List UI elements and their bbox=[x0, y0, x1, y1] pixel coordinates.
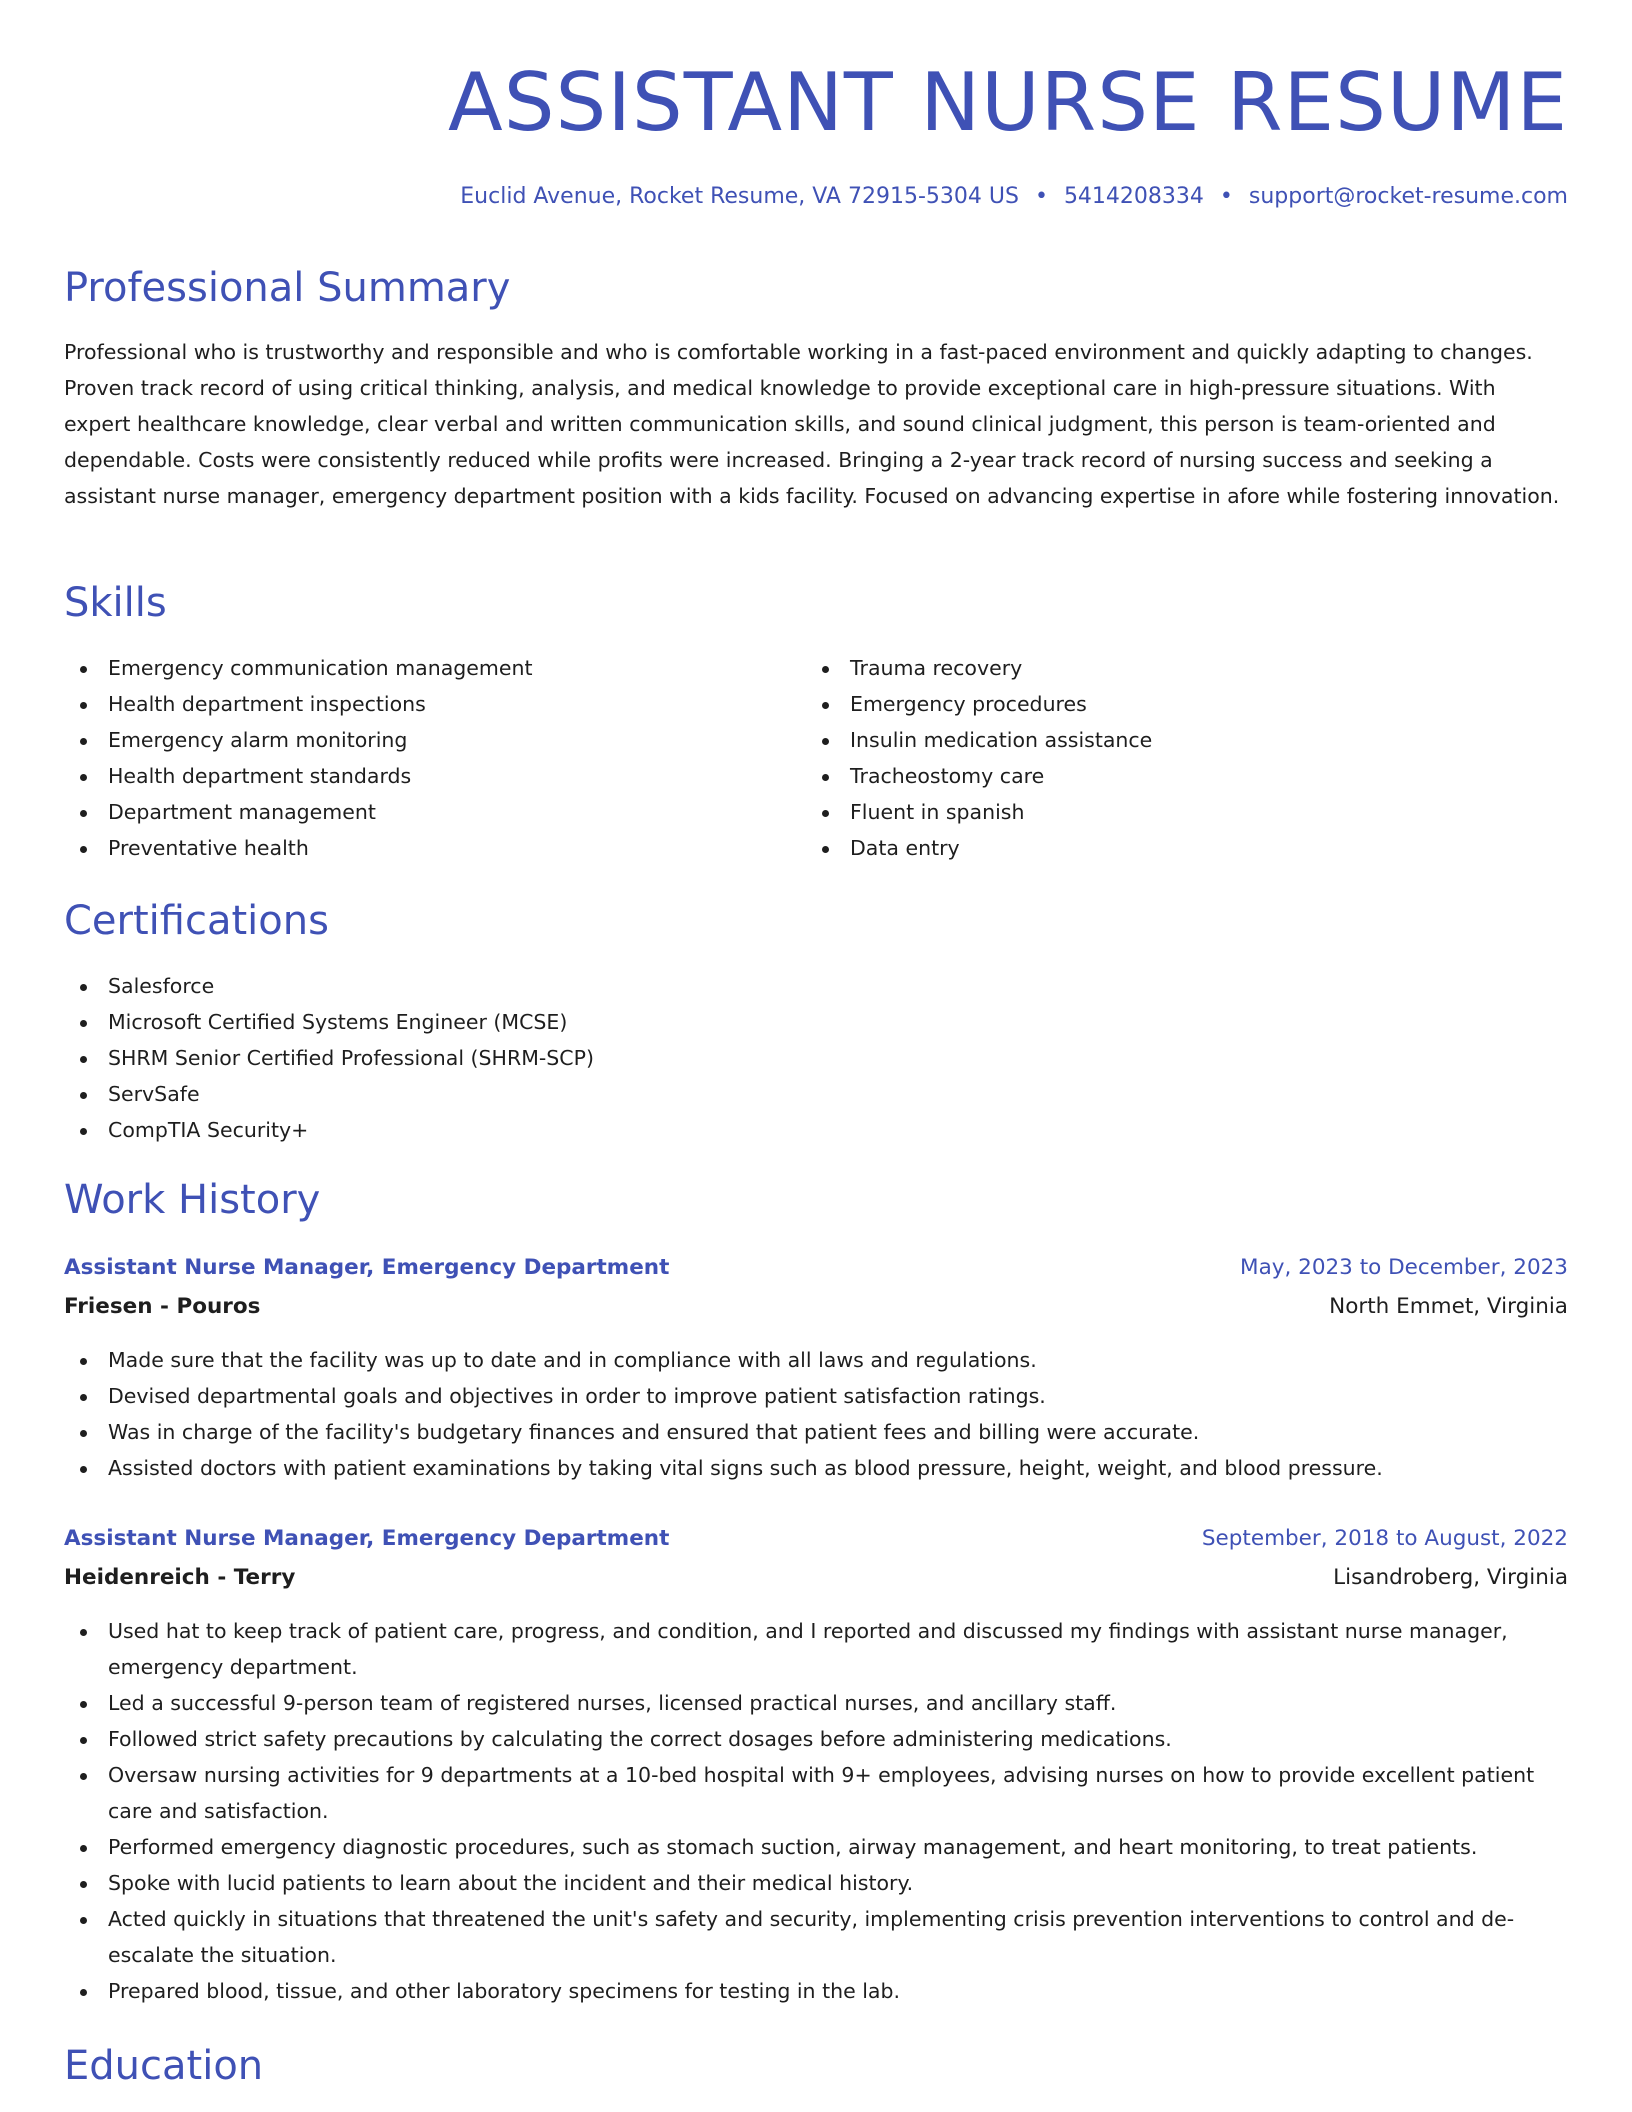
job-location: Lisandroberg, Virginia bbox=[1333, 1565, 1568, 1590]
certification-item: ServSafe bbox=[64, 1076, 1568, 1112]
job-bullet: Made sure that the facility was up to date and in compliance with all laws and regulations. bbox=[64, 1342, 1568, 1378]
job-title: Assistant Nurse Manager, Emergency Department bbox=[64, 1526, 670, 1551]
summary-heading: Professional Summary bbox=[64, 265, 511, 311]
contact-separator: • bbox=[1034, 184, 1048, 209]
contact-email[interactable]: support@rocket-resume.com bbox=[1248, 184, 1568, 209]
skill-item: Department management bbox=[64, 794, 804, 830]
job-bullet: Devised departmental goals and objectives in order to improve patient satisfaction ratings. bbox=[64, 1378, 1568, 1414]
resume-title: ASSISTANT NURSE RESUME bbox=[448, 56, 1568, 149]
skills-list-right bbox=[806, 650, 1546, 866]
certification-item: SHRM Senior Certified Professional (SHRM-SCP) bbox=[64, 1040, 1568, 1076]
certifications-heading: Certifications bbox=[64, 898, 329, 944]
skill-item: Trauma recovery bbox=[806, 650, 1546, 686]
work-history-heading: Work History bbox=[64, 1177, 321, 1223]
skill-item: Emergency procedures bbox=[806, 686, 1546, 722]
contact-line bbox=[460, 180, 1568, 214]
certification-item: Salesforce bbox=[64, 968, 1568, 1004]
job-bullet: Used hat to keep track of patient care, progress, and condition, and I reported and discussed my findings with assistant nurse manager, emergency department. bbox=[64, 1613, 1568, 1685]
skill-item: Preventative health bbox=[64, 830, 804, 866]
job-dates: May, 2023 to December, 2023 bbox=[1240, 1255, 1568, 1280]
contact-phone: 5414208334 bbox=[1063, 184, 1204, 209]
job-title: Assistant Nurse Manager, Emergency Department bbox=[64, 1255, 670, 1280]
summary-text: Professional who is trustworthy and responsible and who is comfortable working in a fast-paced environment and quickly adapting to changes. Proven track record of using critical thinking, analysis, and medical knowledge to provide exceptional care in high-pressure situations. With expert healthcare knowledge, clear verbal and written communication skills, and sound clinical judgment, this person is team-oriented and dependable. Costs were consistently reduced while profits were increased. Bringing a 2-year track record of nursing success and seeking a assistant nurse manager, emergency department position with a kids facility. Focused on advancing expertise in afore while fostering innovation. bbox=[64, 340, 1560, 508]
skill-item: Health department inspections bbox=[64, 686, 804, 722]
job-bullet: Prepared blood, tissue, and other laboratory specimens for testing in the lab. bbox=[64, 1973, 1568, 2009]
skill-item: Data entry bbox=[806, 830, 1546, 866]
contact-separator: • bbox=[1219, 184, 1233, 209]
certifications-list bbox=[64, 968, 1568, 1148]
job-bullet: Acted quickly in situations that threatened the unit's safety and security, implementing crisis prevention interventions to control and de-escalate the situation. bbox=[64, 1901, 1568, 1973]
job-dates: September, 2018 to August, 2022 bbox=[1201, 1526, 1568, 1551]
job-bullet: Spoke with lucid patients to learn about the incident and their medical history. bbox=[64, 1865, 1568, 1901]
contact-address: Euclid Avenue, Rocket Resume, VA 72915-5304 US bbox=[460, 184, 1019, 209]
skills-heading: Skills bbox=[64, 580, 167, 626]
skill-item: Fluent in spanish bbox=[806, 794, 1546, 830]
certification-item: Microsoft Certified Systems Engineer (MCSE) bbox=[64, 1004, 1568, 1040]
job-company: Friesen - Pouros bbox=[64, 1294, 261, 1319]
job-company: Heidenreich - Terry bbox=[64, 1565, 296, 1590]
skill-item: Health department standards bbox=[64, 758, 804, 794]
job-location: North Emmet, Virginia bbox=[1329, 1294, 1568, 1319]
job-bullet: Led a successful 9-person team of registered nurses, licensed practical nurses, and ancillary staff. bbox=[64, 1685, 1568, 1721]
skills-list-left bbox=[64, 650, 804, 866]
job-bullet: Performed emergency diagnostic procedures, such as stomach suction, airway management, and heart monitoring, to treat patients. bbox=[64, 1829, 1568, 1865]
job-bullet: Was in charge of the facility's budgetary finances and ensured that patient fees and billing were accurate. bbox=[64, 1414, 1568, 1450]
job-bullets bbox=[64, 1613, 1568, 2009]
skill-item: Tracheostomy care bbox=[806, 758, 1546, 794]
job-bullet: Oversaw nursing activities for 9 departments at a 10-bed hospital with 9+ employees, advising nurses on how to provide excellent patient care and satisfaction. bbox=[64, 1757, 1568, 1829]
certification-item: CompTIA Security+ bbox=[64, 1112, 1568, 1148]
education-heading: Education bbox=[64, 2043, 264, 2089]
skill-item: Emergency alarm monitoring bbox=[64, 722, 804, 758]
job-bullet: Followed strict safety precautions by calculating the correct dosages before administering medications. bbox=[64, 1721, 1568, 1757]
skill-item: Insulin medication assistance bbox=[806, 722, 1546, 758]
job-bullets bbox=[64, 1342, 1568, 1486]
skill-item: Emergency communication management bbox=[64, 650, 804, 686]
job-bullet: Assisted doctors with patient examinations by taking vital signs such as blood pressure, height, weight, and blood pressure. bbox=[64, 1450, 1568, 1486]
